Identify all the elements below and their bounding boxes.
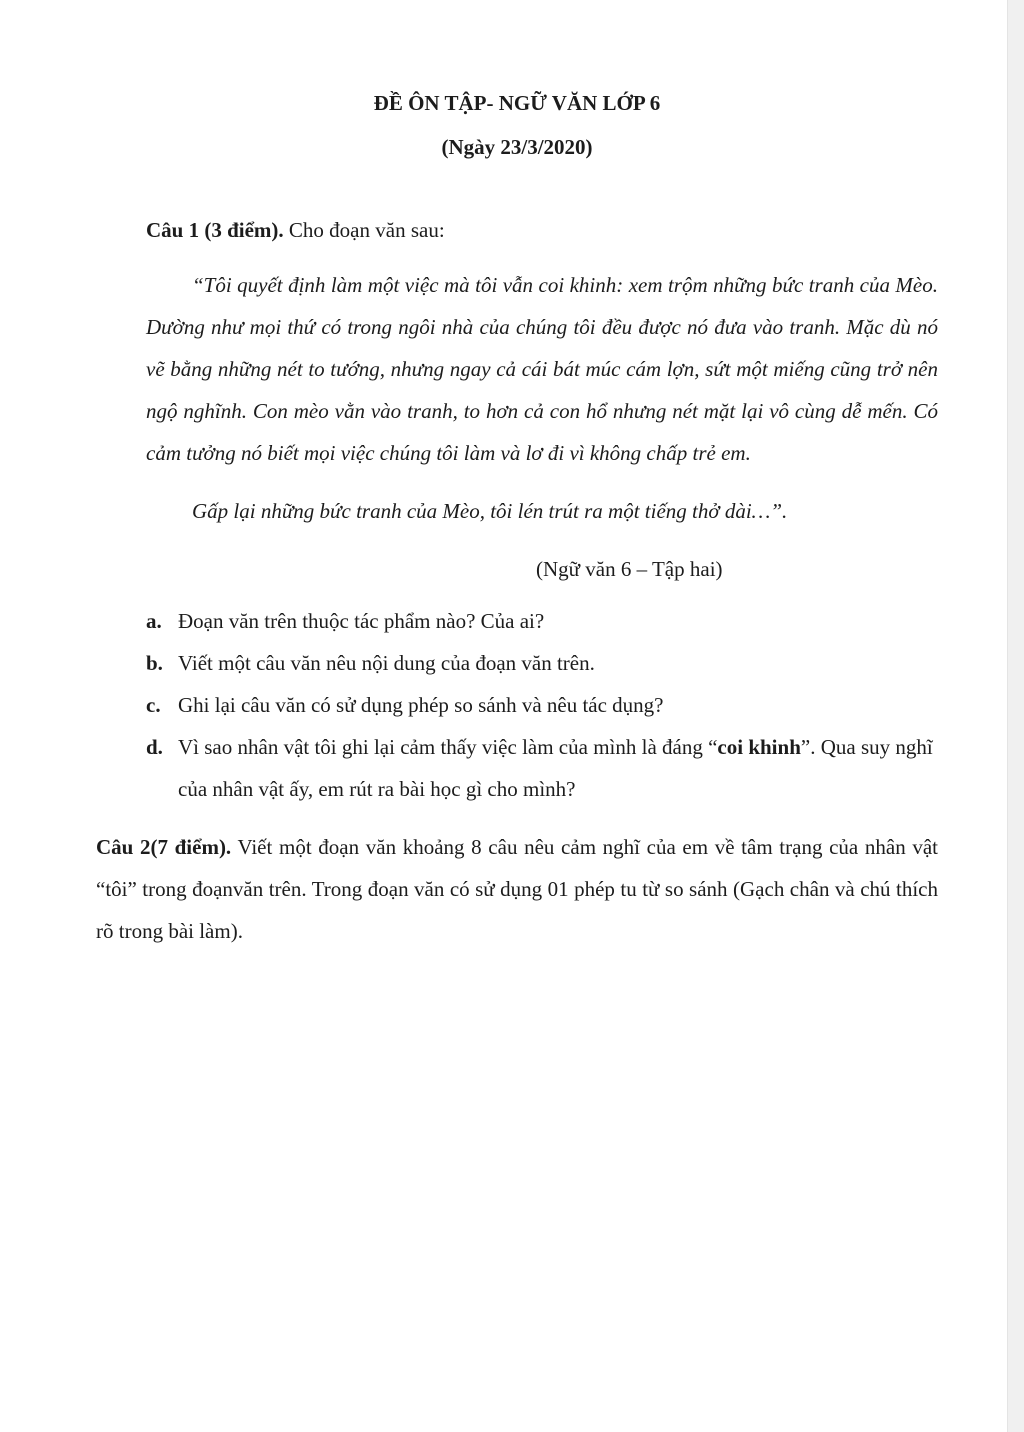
- subquestion-text: Đoạn văn trên thuộc tác phẩm nào? Của ai?: [178, 609, 545, 633]
- question-2-label: Câu 2(7 điểm).: [96, 835, 232, 859]
- document-title: ĐỀ ÔN TẬP- NGỮ VĂN LỚP 6: [373, 91, 661, 115]
- subquestion-list: [146, 600, 938, 810]
- question-1-label: Câu 1 (3 điểm).: [146, 218, 284, 242]
- question-2: [96, 826, 938, 952]
- subquestion-c: [146, 684, 938, 726]
- question-1-intro: Cho đoạn văn sau:: [283, 218, 445, 242]
- subquestion-letter: a.: [146, 609, 162, 633]
- subquestion-d-emphasis: coi khinh: [717, 735, 801, 759]
- subquestion-d-text-after: ”. Qua suy nghĩ của nhân vật ấy, em rút ra bài học gì cho mình?: [178, 735, 933, 801]
- subquestion-d: [146, 726, 938, 810]
- subquestion-b: [146, 642, 938, 684]
- exam-document: [96, 80, 938, 952]
- subquestion-text: Ghi lại câu văn có sử dụng phép so sánh và nêu tác dụng?: [178, 693, 664, 717]
- subquestion-letter: d.: [146, 735, 163, 759]
- subquestion-letter: c.: [146, 693, 161, 717]
- passage-source: (Ngữ văn 6 – Tập hai): [536, 557, 723, 581]
- question-1-heading: [146, 212, 938, 248]
- question-2-text: Viết một đoạn văn khoảng 8 câu nêu cảm nghĩ của em về tâm trạng của nhân vật “tôi” trong đoạnvăn trên. Trong đoạn văn có sử dụng 01 phép tu từ so sánh (Gạch chân và chú thích rõ trong bài làm).: [96, 835, 938, 943]
- document-date: (Ngày 23/3/2020): [441, 135, 593, 159]
- subquestion-text: [178, 726, 938, 810]
- passage-paragraph-1: “Tôi quyết định làm một việc mà tôi vẫn coi khinh: xem trộm những bức tranh của Mèo. Dường như mọi thứ có trong ngôi nhà của chúng tôi đều được nó đưa vào tranh. Mặc dù nó vẽ bằng những nét to tướng, nhưng ngay cả cái bát múc cám lợn, sứt một miếng cũng trở nên ngộ nghĩnh. Con mèo vằn vào tranh, to hơn cả con hổ nhưng nét mặt lại vô cùng dễ mến. Có cảm tưởng nó biết mọi việc chúng tôi làm và lơ đi vì không chấp trẻ em.: [146, 273, 938, 465]
- subquestion-a: [146, 600, 938, 642]
- passage-paragraph-2: Gấp lại những bức tranh của Mèo, tôi lén trút ra một tiếng thở dài…”.: [192, 499, 788, 523]
- subquestion-text: Viết một câu văn nêu nội dung của đoạn văn trên.: [178, 651, 595, 675]
- scrollbar-track[interactable]: [1007, 0, 1024, 1432]
- subquestion-letter: b.: [146, 651, 163, 675]
- subquestion-d-text-before: Vì sao nhân vật tôi ghi lại cảm thấy việc làm của mình là đáng “: [178, 735, 718, 759]
